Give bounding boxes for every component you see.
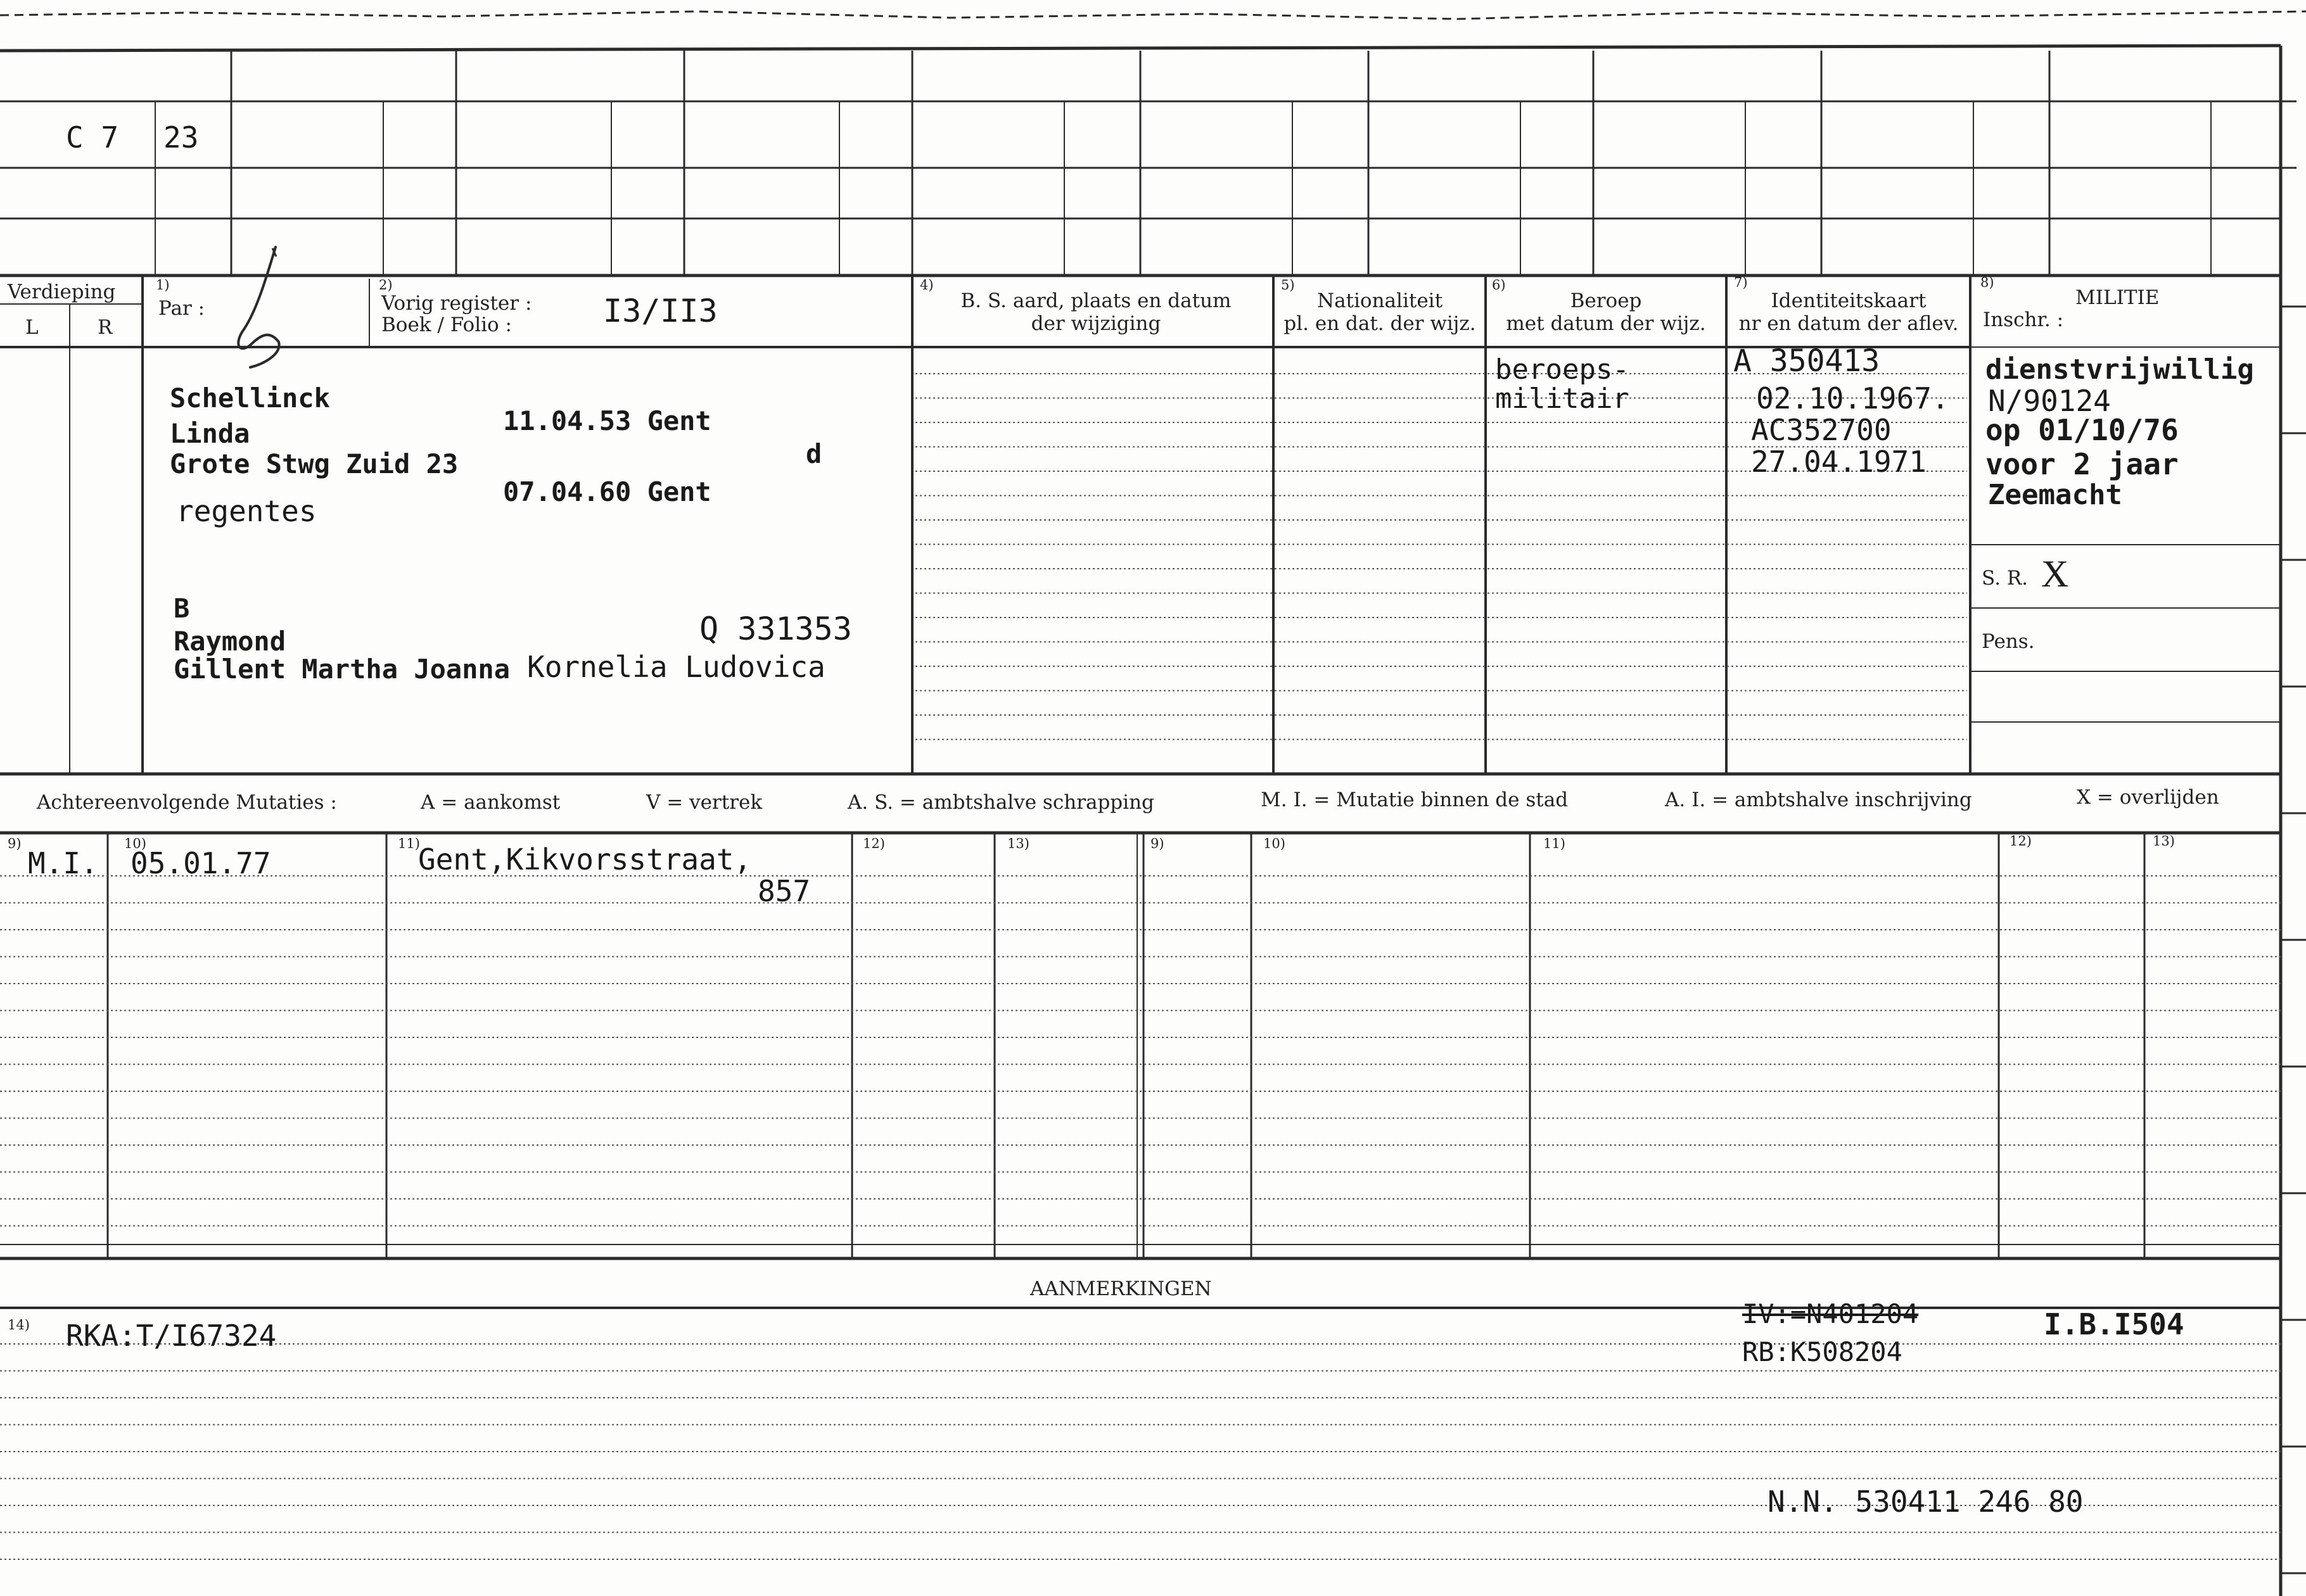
legend-as: A. S. = ambtshalve schrapping: [848, 791, 1154, 814]
legend-a: A = aankomst: [421, 791, 561, 814]
col-num-10b: 10): [1263, 836, 1285, 851]
id-card-2: AC352700: [1751, 413, 1892, 447]
id-label-1: Identiteitskaart: [1771, 289, 1927, 312]
aanmerkingen-title: AANMERKINGEN: [1030, 1277, 1212, 1300]
person-marker: d: [806, 438, 822, 469]
register-value: I3/II3: [603, 293, 718, 329]
militie-num: 8): [1980, 275, 1994, 290]
nn-number: N.N. 530411 246 80: [1768, 1485, 2084, 1519]
nat-num: 5): [1281, 277, 1295, 293]
rka-number: RKA:T/I67324: [66, 1319, 277, 1353]
nat-label-1: Nationaliteit: [1316, 289, 1443, 312]
legend-ai: A. I. = ambtshalve inschrijving: [1665, 788, 1972, 811]
id-date-1: 02.10.1967.: [1756, 381, 1949, 415]
l-label: L: [25, 316, 39, 339]
person-since: 07.04.60 Gent: [503, 476, 711, 507]
legend-mi: M. I. = Mutatie binnen de stad: [1261, 788, 1569, 811]
col-num-11a: 11): [398, 836, 420, 851]
par-num: 1): [156, 277, 170, 293]
vorig-num: 2): [379, 277, 393, 293]
sr-mark: X: [2041, 553, 2069, 595]
vorig-register-label: Vorig register :: [381, 292, 532, 315]
person-b-label: B: [174, 593, 190, 624]
mutaties-title: Achtereenvolgende Mutaties :: [37, 791, 337, 814]
id-date-2: 27.04.1971: [1751, 445, 1927, 479]
bs-label-2: der wijziging: [1031, 312, 1161, 335]
boek-folio-label: Boek / Folio :: [381, 314, 512, 336]
person-surname: Schellinck: [170, 383, 330, 414]
col-num-11b: 11): [1543, 836, 1565, 851]
person-address: Grote Stwg Zuid 23: [170, 448, 459, 479]
person-mother-names: Gillent Martha Joanna: [174, 654, 511, 685]
aanmerkingen-num: 14): [8, 1317, 30, 1333]
legend-v: V = vertrek: [646, 791, 763, 814]
beroep-line-2: militair: [1495, 383, 1629, 415]
beroep-line-1: beroeps-: [1495, 353, 1629, 386]
col-num-12b: 12): [2010, 833, 2032, 849]
col-num-10a: 10): [124, 836, 146, 851]
mutatie-address: Gent,Kikvorsstraat,: [418, 842, 752, 877]
beroep-label-1: Beroep: [1570, 289, 1642, 312]
person-firstname: Linda: [170, 418, 250, 449]
mutatie-house-number: 857: [758, 874, 811, 908]
pens-label: Pens.: [1982, 630, 2035, 653]
person-occupation: regentes: [176, 494, 317, 528]
col-num-13b: 13): [2153, 833, 2175, 849]
person-father: Raymond: [174, 626, 286, 657]
person-mother-extra: Kornelia Ludovica: [527, 650, 825, 684]
mutatie-type: M.I.: [28, 846, 98, 880]
militie-line-5: Zeemacht: [1988, 479, 2122, 511]
mutatie-date: 05.01.77: [131, 846, 271, 880]
bs-num: 4): [920, 277, 934, 293]
inschr-label: Inschr. :: [1983, 308, 2064, 331]
rb-number: RB:K508204: [1742, 1336, 1902, 1367]
top-code: C 7: [66, 120, 119, 155]
ib-number: I.B.I504: [2044, 1307, 2184, 1341]
iv-struck: IV:=N401204: [1742, 1298, 1919, 1329]
id-card-1: A 350413: [1733, 343, 1880, 379]
id-label-2: nr en datum der aflev.: [1738, 312, 1959, 335]
bs-label-1: B. S. aard, plaats en datum: [960, 289, 1232, 312]
militie-line-2: N/90124: [1988, 384, 2111, 418]
beroep-label-2: met datum der wijz.: [1506, 312, 1706, 335]
militie-label: MILITIE: [2075, 286, 2160, 309]
person-q-number: Q 331353: [699, 611, 852, 647]
person-birth: 11.04.53 Gent: [503, 405, 711, 436]
militie-line-4: voor 2 jaar: [1985, 447, 2179, 481]
handwritten-mark: [238, 247, 279, 367]
beroep-num: 6): [1492, 277, 1506, 293]
id-num: 7): [1734, 275, 1748, 290]
militie-line-3: op 01/10/76: [1985, 413, 2179, 447]
verdieping-label: Verdieping: [8, 281, 116, 303]
col-num-12a: 12): [863, 836, 885, 851]
col-num-9b: 9): [1150, 836, 1164, 851]
legend-x: X = overlijden: [2077, 786, 2219, 809]
col-num-9a: 9): [8, 836, 22, 851]
par-label: Par :: [158, 297, 205, 320]
sr-label: S. R.: [1982, 567, 2029, 590]
militie-line-1: dienstvrijwillig: [1985, 353, 2254, 386]
r-label: R: [98, 316, 113, 339]
col-num-13a: 13): [1007, 836, 1029, 851]
nat-label-2: pl. en dat. der wijz.: [1284, 312, 1476, 335]
top-number: 23: [163, 120, 199, 155]
